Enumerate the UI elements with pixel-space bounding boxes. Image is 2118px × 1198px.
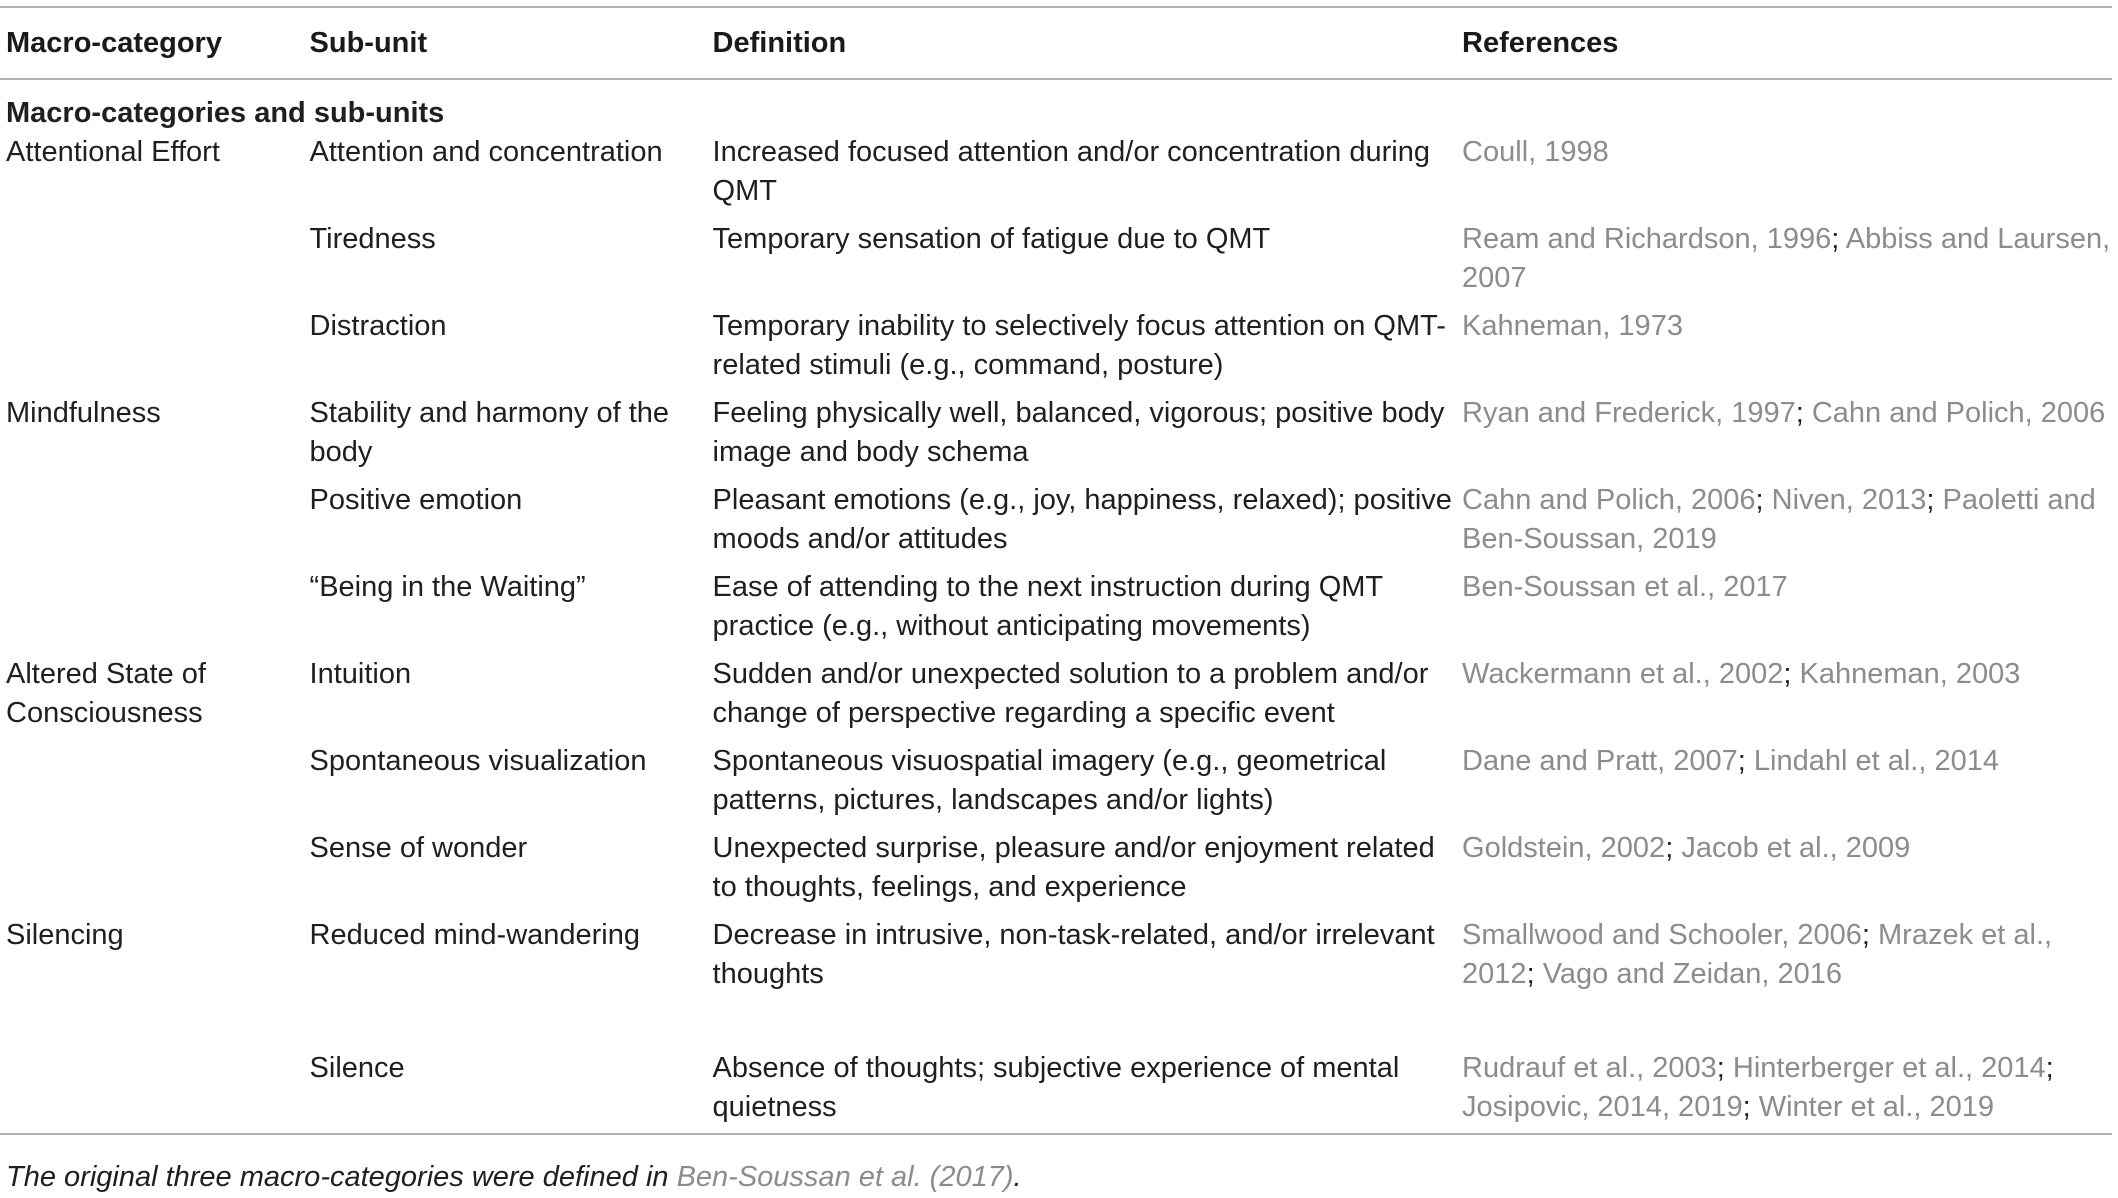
- table-row: [0, 133, 2112, 220]
- table-row: [0, 394, 2112, 481]
- cell-references: [1462, 1049, 2112, 1134]
- reference-link[interactable]: Hinterberger et al., 2014: [1732, 1052, 2046, 1084]
- reference-link[interactable]: Paoletti and Ben-Soussan, 2019: [1462, 484, 2096, 555]
- reference-separator: ;: [1831, 223, 1846, 255]
- reference-separator: ;: [1861, 919, 1878, 951]
- cell-sub-unit: Spontaneous visualization: [309, 745, 647, 777]
- reference-link[interactable]: Coull, 1998: [1462, 136, 1609, 168]
- reference-separator: ;: [1795, 397, 1812, 429]
- cell-macro-category: Mindfulness: [6, 397, 161, 429]
- reference-separator: ;: [1665, 832, 1682, 864]
- reference-link[interactable]: Ryan and Frederick, 1997: [1462, 397, 1796, 429]
- reference-link[interactable]: Kahneman, 2003: [1799, 658, 2021, 690]
- header-definition: Definition: [713, 7, 1463, 79]
- table-row: [0, 220, 2112, 307]
- reference-link[interactable]: Rudrauf et al., 2003: [1462, 1052, 1717, 1084]
- cell-macro-category: [0, 307, 310, 394]
- cell-sub-unit: Reduced mind-wandering: [309, 919, 641, 951]
- cell-sub-unit: Intuition: [309, 658, 412, 690]
- reference-link[interactable]: Abbiss and Laursen, 2007: [1462, 223, 2111, 294]
- cell-definition: Feeling physically well, balanced, vigorous; positive body image and body schema: [712, 397, 1445, 468]
- table-row: [0, 307, 2112, 394]
- cell-macro-category: Silencing: [6, 919, 124, 951]
- cell-sub-unit: Silence: [310, 1049, 713, 1134]
- table-footnote: [6, 1158, 1022, 1197]
- section-row: [0, 79, 2112, 133]
- cell-definition: Temporary sensation of fatigue due to QMT: [712, 223, 1271, 255]
- cell-sub-unit: Stability and harmony of the body: [309, 397, 670, 468]
- cell-definition: Spontaneous visuospatial imagery (e.g., geometrical patterns, pictures, landscapes and/or lights): [712, 745, 1387, 816]
- reference-link[interactable]: Mrazek et al., 2012: [1462, 919, 2053, 990]
- section-title: Macro-categories and sub-units: [6, 97, 445, 129]
- reference-link[interactable]: Dane and Pratt, 2007: [1462, 745, 1738, 777]
- cell-sub-unit: “Being in the Waiting”: [309, 571, 586, 603]
- cell-references: [1462, 133, 2112, 220]
- header-references: References: [1462, 7, 2112, 79]
- reference-separator: ;: [2045, 1052, 2054, 1084]
- reference-link[interactable]: Josipovic, 2014, 2019: [1462, 1091, 1743, 1123]
- cell-definition: Unexpected surprise, pleasure and/or enjoyment related to thoughts, feelings, and experience: [712, 832, 1435, 903]
- reference-separator: ;: [1526, 958, 1543, 990]
- cell-definition: Decrease in intrusive, non-task-related, and/or irrelevant thoughts: [712, 919, 1435, 990]
- cell-sub-unit: Attention and concentration: [309, 136, 663, 168]
- cell-references: [1462, 481, 2112, 568]
- reference-link[interactable]: Wackermann et al., 2002: [1462, 658, 1784, 690]
- cell-macro-category: [0, 568, 310, 655]
- cell-macro-category: [0, 829, 310, 916]
- reference-link[interactable]: Cahn and Polich, 2006: [1811, 397, 2106, 429]
- reference-link[interactable]: Kahneman, 1973: [1462, 310, 1683, 342]
- cell-references: [1462, 916, 2112, 1049]
- cell-definition: Pleasant emotions (e.g., joy, happiness, relaxed); positive moods and/or attitudes: [712, 484, 1452, 555]
- cell-macro-category: Attentional Effort: [6, 136, 220, 168]
- table-row: [0, 916, 2112, 1049]
- table-row: [0, 829, 2112, 916]
- cell-references: [1462, 307, 2112, 394]
- cell-definition: Sudden and/or unexpected solution to a problem and/or change of perspective regarding a specific event: [712, 658, 1429, 729]
- cell-definition: Ease of attending to the next instruction during QMT practice (e.g., without anticipating movements): [712, 571, 1383, 642]
- reference-link[interactable]: Ream and Richardson, 1996: [1462, 223, 1832, 255]
- footnote-end: .: [1013, 1161, 1022, 1193]
- table-row: [0, 568, 2112, 655]
- cell-macro-category: [0, 220, 310, 307]
- cell-references: [1462, 655, 2112, 742]
- reference-link[interactable]: Niven, 2013: [1771, 484, 1927, 516]
- table-row: [0, 655, 2112, 742]
- reference-link[interactable]: Lindahl et al., 2014: [1753, 745, 1999, 777]
- reference-separator: ;: [1755, 484, 1772, 516]
- cell-macro-category: [0, 1049, 310, 1134]
- cell-references: [1462, 220, 2112, 307]
- cell-references: [1462, 568, 2112, 655]
- table-header-row: [0, 7, 2112, 79]
- reference-separator: ;: [1716, 1052, 1733, 1084]
- cell-references: [1462, 742, 2112, 829]
- cell-sub-unit: Positive emotion: [309, 484, 523, 516]
- cell-macro-category: [0, 481, 310, 568]
- reference-link[interactable]: Jacob et al., 2009: [1681, 832, 1911, 864]
- reference-link[interactable]: Goldstein, 2002: [1462, 832, 1666, 864]
- reference-link[interactable]: Ben-Soussan et al., 2017: [1462, 571, 1788, 603]
- cell-sub-unit: Sense of wonder: [309, 832, 528, 864]
- table-row: [0, 742, 2112, 829]
- cell-definition: Increased focused attention and/or concentration during QMT: [712, 136, 1430, 207]
- cell-sub-unit: Tiredness: [309, 223, 436, 255]
- cell-macro-category: Altered State of Consciousness: [6, 658, 206, 729]
- reference-separator: ;: [1926, 484, 1943, 516]
- footnote-text: The original three macro-categories were defined in: [6, 1161, 677, 1193]
- cell-definition: Absence of thoughts; subjective experience of mental quietness: [713, 1049, 1463, 1134]
- cell-macro-category: [0, 742, 310, 829]
- reference-link[interactable]: Cahn and Polich, 2006: [1462, 484, 1756, 516]
- cell-definition: Temporary inability to selectively focus attention on QMT-related stimuli (e.g., command, posture): [712, 310, 1446, 381]
- definitions-table: [0, 6, 2112, 1135]
- cell-references: [1462, 394, 2112, 481]
- header-macro-category: Macro-category: [0, 7, 310, 79]
- reference-link[interactable]: Smallwood and Schooler, 2006: [1462, 919, 1862, 951]
- reference-separator: ;: [1737, 745, 1754, 777]
- reference-separator: ;: [1783, 658, 1800, 690]
- reference-separator: ;: [1742, 1091, 1759, 1123]
- reference-link[interactable]: Winter et al., 2019: [1758, 1091, 1995, 1123]
- table-row: [0, 1049, 2112, 1134]
- cell-references: [1462, 829, 2112, 916]
- table-body: [0, 79, 2112, 1134]
- cell-sub-unit: Distraction: [309, 310, 447, 342]
- reference-link[interactable]: Vago and Zeidan, 2016: [1542, 958, 1843, 990]
- table-row: [0, 481, 2112, 568]
- header-sub-unit: Sub-unit: [310, 7, 713, 79]
- footnote-citation-link[interactable]: Ben-Soussan et al. (2017): [676, 1161, 1014, 1193]
